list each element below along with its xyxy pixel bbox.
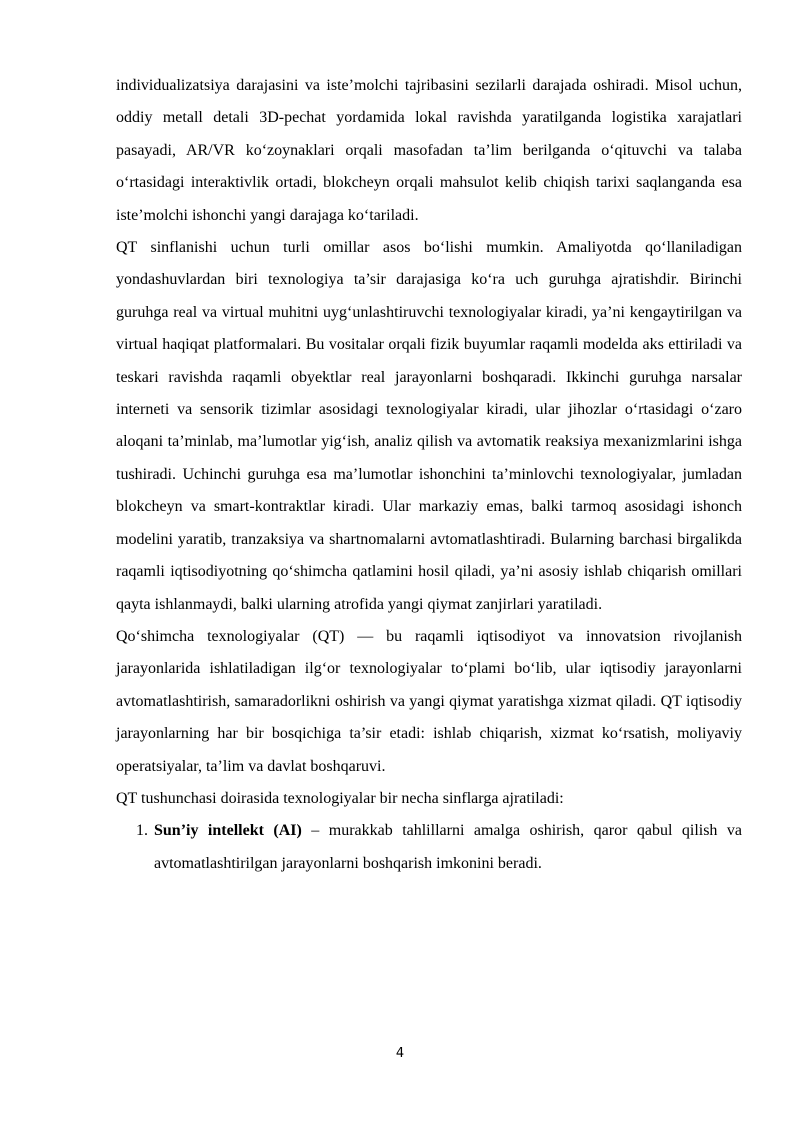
paragraph-4: QT tushunchasi doirasida texnologiyalar bir necha sinflarga ajratiladi:: [116, 789, 564, 807]
list-item: [116, 815, 742, 880]
list-item-text: – murakkab tahlillarni amalga oshirish, qaror qabul qilish va avtomatlashtirilgan jarayonlarni boshqarish imkonini beradi.: [154, 822, 742, 872]
paragraph-2: QT sinflanishi uchun turli omillar asos bo‘lishi mumkin. Amaliyotda qo‘llaniladigan yondashuvlardan biri texnologiya ta’sir darajasiga ko‘ra uch guruhga ajratishdir. Birinchi guruhga real va virtual muhitni uyg‘unlashtiruvchi texnologiyalar kiradi, ya’ni kengaytirilgan va virtual haqiqat platformalari. Bu vositalar orqali fizik buyumlar raqamli modelda aks ettiriladi va teskari ravishda raqamli obyektlar real jarayonlarni boshqaradi. Ikkinchi guruhga narsalar interneti va sensorik tizimlar asosidagi texnologiyalar kiradi, ular jihozlar o‘rtasidagi o‘zaro aloqani ta’minlab, ma’lumotlar yig‘ish, analiz qilish va avtomatik reaksiya mexanizmlarini ishga tushiradi. Uchinchi guruhga esa ma’lumotlar ishonchini ta’minlovchi texnologiyalar, jumladan blokcheyn va smart-kontraktlar kiradi. Ular markaziy emas, balki tarmoq asosidagi ishonch modelini yaratib, tranzaksiya va shartnomalarni avtomatlashtiradi. Bularning barchasi birgalikda raqamli iqtisodiyotning qo‘shimcha qatlamini hosil qiladi, ya’ni asosiy ishlab chiqarish omillari qayta ishlanmaydi, balki ularning atrofida yangi qiymat zanjirlari yaratiladi.: [116, 239, 742, 613]
list-item-body: [154, 815, 742, 880]
list-item-number: 1.: [136, 822, 148, 840]
paragraph-1: individualizatsiya darajasini va iste’molchi tajribasini sezilarli darajada oshiradi. Misol uchun, oddiy metall detali 3D-pechat yordamida lokal ravishda yaratilganda logistika xarajatlari pasayadi, AR/VR ko‘zoynaklari orqali masofadan ta’lim berilganda o‘qituvchi va talaba o‘rtasidagi interaktivlik ortadi, blokcheyn orqali mahsulot kelib chiqish tarixi saqlanganda esa iste’molchi ishonchi yangi darajaga ko‘tariladi.: [116, 77, 742, 224]
body-text: [116, 70, 742, 880]
list-item-term: Sun’iy intellekt (AI): [154, 822, 302, 840]
paragraph-3: Qo‘shimcha texnologiyalar (QT) — bu raqamli iqtisodiyot va innovatsion rivojlanish jarayonlarida ishlatiladigan ilg‘or texnologiyalar to‘plami bo‘lib, ular iqtisodiy jarayonlarni avtomatlashtirish, samaradorlikni oshirish va yangi qiymat yaratishga xizmat qiladi. QT iqtisodiy jarayonlarning har bir bosqichiga ta’sir etadi: ishlab chiqarish, xizmat ko‘rsatish, moliyaviy operatsiyalar, ta’lim va davlat boshqaruvi.: [116, 627, 742, 775]
page-number: 4: [395, 1046, 405, 1061]
